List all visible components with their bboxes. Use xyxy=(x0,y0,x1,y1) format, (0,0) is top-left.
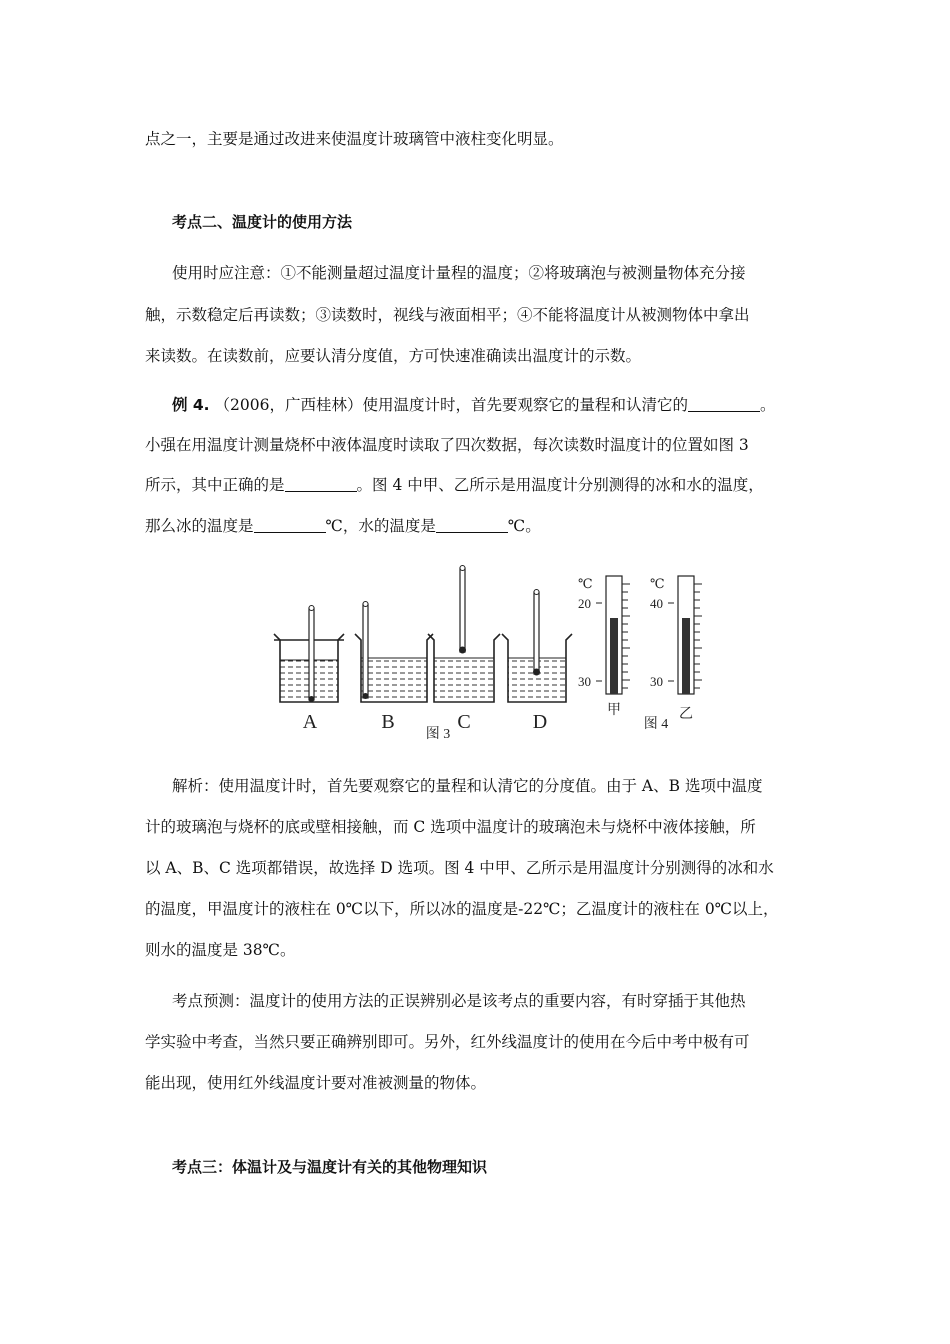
usage-line-2: 触，示数稳定后再读数；③读数时，视线与液面相平；④不能将温度计从被测物体中拿出 xyxy=(145,306,750,324)
thermometer-jia xyxy=(578,576,630,718)
analysis-line-1: 解析：使用温度计时，首先要观察它的量程和认清它的分度值。由于 A、B 选项中温度 xyxy=(172,777,763,795)
jia-unit: ℃ xyxy=(578,576,593,591)
fig3-caption: 图 3 xyxy=(425,727,451,742)
example-line-1 xyxy=(172,394,775,416)
beaker-b xyxy=(355,602,433,703)
analysis-line-3: 以 A、B、C 选项都错误，故选择 D 选项。图 4 中甲、乙所示是用温度计分别测得的冰和水 xyxy=(145,859,774,877)
example-label: 例 4. xyxy=(172,396,210,414)
usage-line-1: 使用时应注意：①不能测量超过温度计量程的温度；②将玻璃泡与被测量物体充分接 xyxy=(172,264,746,282)
intro-paragraph-end: 点之一，主要是通过改进来使温度计玻璃管中液柱变化明显。 xyxy=(145,130,564,148)
usage-line-3: 来读数。在读数前，应要认清分度值，方可快速准确读出温度计的示数。 xyxy=(145,347,642,365)
jia-bottom-tick: 30 xyxy=(578,674,591,689)
figure-svg xyxy=(272,562,712,744)
beaker-c xyxy=(428,566,500,703)
jia-label: 甲 xyxy=(607,703,621,718)
section-heading-3: 考点三：体温计及与温度计有关的其他物理知识 xyxy=(172,1158,488,1176)
yi-liquid-column xyxy=(682,618,690,694)
blank-fill-1[interactable] xyxy=(688,395,760,412)
blank-fill-3[interactable] xyxy=(254,516,326,533)
analysis-line-2: 计的玻璃泡与烧杯的底或壁相接触，而 C 选项中温度计的玻璃泡未与烧杯中液体接触，所 xyxy=(145,818,756,836)
section-heading-2: 考点二、温度计的使用方法 xyxy=(172,213,353,231)
forecast-line-3: 能出现，使用红外线温度计要对准被测量的物体。 xyxy=(145,1074,487,1092)
example-line-4 xyxy=(145,515,541,537)
yi-top-tick: 40 xyxy=(650,596,663,611)
beaker-label-c: C xyxy=(457,711,471,733)
yi-unit: ℃ xyxy=(650,576,665,591)
thermometer-yi xyxy=(650,576,702,722)
figure-3-and-4 xyxy=(272,562,712,744)
beaker-label-a: A xyxy=(302,711,318,733)
example-text-3a: 所示，其中正确的是 xyxy=(145,476,285,494)
jia-liquid-column xyxy=(610,618,618,694)
beaker-d xyxy=(502,590,572,703)
fig4-caption: 图 4 xyxy=(643,717,669,732)
example-line-3 xyxy=(145,474,764,496)
forecast-line-1: 考点预测：温度计的使用方法的正误辨别必是该考点的重要内容，有时穿插于其他热 xyxy=(172,992,746,1010)
analysis-line-4: 的温度，甲温度计的液柱在 0℃以下，所以冰的温度是-22℃；乙温度计的液柱在 0℃以上， xyxy=(145,900,779,918)
thermometer-d xyxy=(534,592,539,674)
blank-fill-2[interactable] xyxy=(285,475,357,492)
yi-bottom-tick: 30 xyxy=(650,674,663,689)
beaker-label-d: D xyxy=(532,711,548,733)
example-text-4a: 那么冰的温度是 xyxy=(145,517,254,535)
example-text-1-end: 。 xyxy=(759,396,776,414)
thermometer-c xyxy=(460,568,465,652)
blank-fill-4[interactable] xyxy=(436,516,508,533)
example-text-4b: ℃，水的温度是 xyxy=(325,517,436,535)
example-text-1: （2006，广西桂林）使用温度计时，首先要观察它的量程和认清它的 xyxy=(214,396,688,414)
example-text-4c: ℃。 xyxy=(507,517,541,535)
example-line-2: 小强在用温度计测量烧杯中液体温度时读取了四次数据，每次读数时温度计的位置如图 3 xyxy=(145,436,749,454)
beaker-label-b: B xyxy=(381,711,395,733)
analysis-line-5: 则水的温度是 38℃。 xyxy=(145,941,296,959)
forecast-line-2: 学实验中考查，当然只要正确辨别即可。另外，红外线温度计的使用在今后中考中极有可 xyxy=(145,1033,750,1051)
thermometer-a xyxy=(309,608,314,700)
jia-top-tick: 20 xyxy=(578,596,591,611)
yi-label: 乙 xyxy=(679,707,693,722)
beaker-a xyxy=(274,606,344,703)
example-text-3b: 。图 4 中甲、乙所示是用温度计分别测得的冰和水的温度， xyxy=(356,476,764,494)
thermometer-b xyxy=(363,604,368,698)
